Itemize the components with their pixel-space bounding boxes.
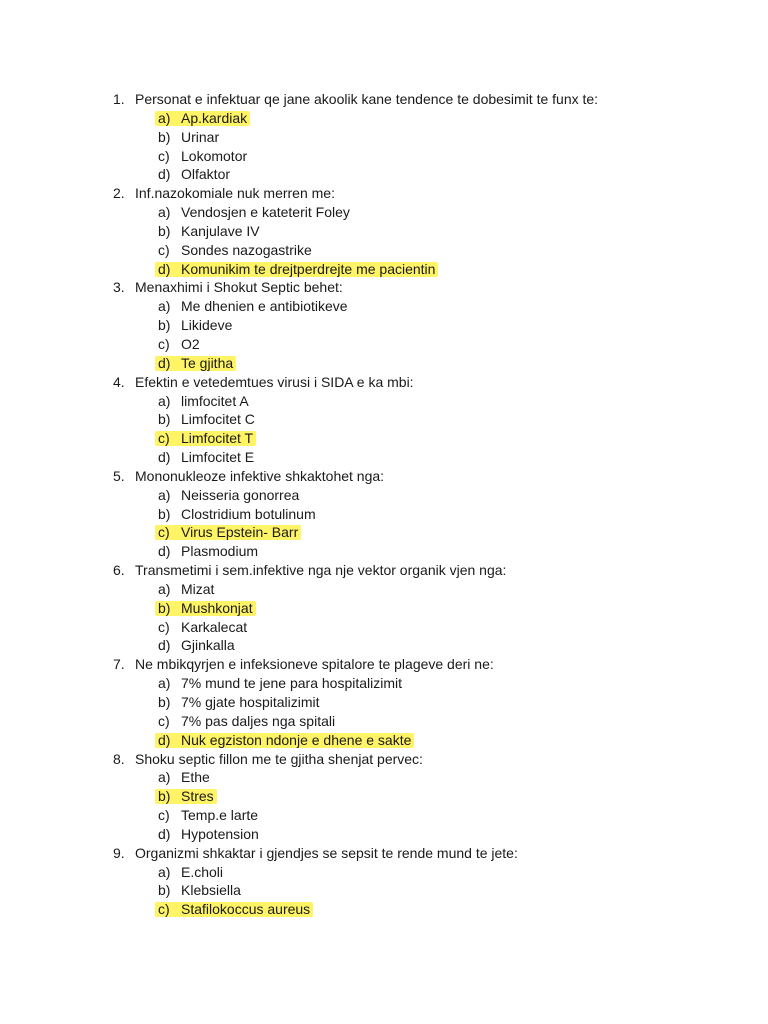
question-number: 4.	[113, 373, 125, 390]
option-text: Stres	[181, 788, 214, 805]
option-text: limfocitet A	[181, 392, 249, 409]
question-number: 7.	[113, 656, 125, 673]
option-text: Neisseria gonorrea	[181, 486, 300, 503]
answer-option	[0, 448, 768, 467]
answer-option	[0, 335, 768, 354]
answer-option	[0, 636, 768, 655]
option-text: Sondes nazogastrike	[181, 241, 312, 258]
answer-option	[0, 693, 768, 712]
question-text: Ne mbikqyrjen e infeksioneve spitalore te plageve deri ne:	[135, 656, 494, 673]
question-number: 1.	[113, 91, 125, 107]
option-letter: d)	[158, 825, 171, 842]
option-letter: a)	[158, 769, 171, 786]
option-text: Likideve	[181, 317, 233, 334]
question-1	[0, 90, 768, 109]
answer-option	[0, 316, 768, 335]
question-number: 8.	[113, 750, 125, 767]
option-text: Hypotension	[181, 825, 259, 842]
option-text: Klebsiella	[181, 882, 241, 899]
option-text: Karkalecat	[181, 618, 248, 635]
answer-option-highlighted	[0, 109, 768, 128]
question-7	[0, 655, 768, 674]
option-letter: b)	[158, 505, 171, 522]
answer-option	[0, 768, 768, 787]
question-text: Inf.nazokomiale nuk merren me:	[135, 185, 335, 202]
option-letter: c)	[158, 524, 170, 541]
option-letter: c)	[158, 147, 170, 164]
answer-option	[0, 505, 768, 524]
answer-option	[0, 165, 768, 184]
answer-option	[0, 222, 768, 241]
option-text: Temp.e larte	[181, 807, 259, 824]
option-text: Te gjitha	[181, 354, 234, 371]
option-text: Me dhenien e antibiotikeve	[181, 298, 348, 315]
option-letter: b)	[158, 222, 171, 239]
option-letter: b)	[158, 411, 171, 428]
question-text: Organizmi shkaktar i gjendjes se sepsit te rende mund te jete:	[135, 844, 518, 861]
question-number: 3.	[113, 279, 125, 296]
option-text: Ap.kardiak	[181, 109, 248, 126]
answer-option	[0, 825, 768, 844]
option-letter: c)	[158, 807, 170, 824]
option-letter: b)	[158, 882, 171, 899]
answer-option	[0, 674, 768, 693]
option-letter: d)	[158, 637, 171, 654]
answer-option-highlighted	[0, 599, 768, 618]
question-number: 5.	[113, 467, 125, 484]
answer-option	[0, 712, 768, 731]
answer-option	[0, 580, 768, 599]
option-letter: b)	[158, 599, 171, 616]
answer-option-highlighted	[0, 260, 768, 279]
option-letter: a)	[158, 298, 171, 315]
option-text: Gjinkalla	[181, 637, 235, 654]
question-number: 6.	[113, 562, 125, 579]
option-text: E.choli	[181, 863, 224, 880]
option-text: Urinar	[181, 128, 220, 145]
answer-option	[0, 147, 768, 166]
answer-option	[0, 806, 768, 825]
answer-option	[0, 410, 768, 429]
option-text: Vendosjen e kateterit Foley	[181, 204, 350, 221]
question-text: Efektin e vetedemtues virusi i SIDA e ka mbi:	[135, 373, 414, 390]
answer-option	[0, 392, 768, 411]
option-letter: d)	[158, 260, 171, 277]
option-text: Ethe	[181, 769, 210, 786]
option-text: Limfocitet E	[181, 449, 255, 466]
option-text: 7% pas daljes nga spitali	[181, 712, 336, 729]
answer-option	[0, 542, 768, 561]
option-letter: d)	[158, 354, 171, 371]
option-letter: a)	[158, 580, 171, 597]
option-letter: b)	[158, 788, 171, 805]
option-text: Olfaktor	[181, 166, 231, 183]
answer-option-highlighted	[0, 429, 768, 448]
answer-option	[0, 297, 768, 316]
option-letter: c)	[158, 335, 170, 352]
question-5	[0, 467, 768, 486]
answer-option-highlighted	[0, 354, 768, 373]
question-text: Menaxhimi i Shokut Septic behet:	[135, 279, 343, 296]
option-text: Limfocitet T	[181, 430, 254, 447]
option-letter: a)	[158, 675, 171, 692]
option-letter: d)	[158, 449, 171, 466]
question-3	[0, 278, 768, 297]
option-letter: c)	[158, 241, 170, 258]
option-letter: b)	[158, 694, 171, 710]
option-letter: c)	[158, 901, 170, 918]
option-text: Clostridium botulinum	[181, 505, 316, 522]
option-text: Mizat	[181, 580, 215, 597]
answer-option-highlighted	[0, 731, 768, 750]
question-number: 2.	[113, 185, 125, 202]
question-9	[0, 844, 768, 863]
option-text: Kanjulave IV	[181, 222, 260, 239]
option-letter: d)	[158, 166, 171, 183]
option-text: Virus Epstein- Barr	[181, 524, 299, 541]
answer-option	[0, 128, 768, 147]
option-letter: a)	[158, 863, 171, 880]
question-4	[0, 373, 768, 392]
answer-option	[0, 203, 768, 222]
option-letter: a)	[158, 204, 171, 221]
question-6	[0, 561, 768, 580]
answer-option	[0, 241, 768, 260]
document-page	[0, 90, 768, 919]
option-text: Komunikim te drejtperdrejte me pacientin	[181, 260, 436, 277]
question-text: Shoku septic fillon me te gjitha shenjat pervec:	[135, 750, 423, 767]
answer-option-highlighted	[0, 787, 768, 806]
answer-option-highlighted	[0, 523, 768, 542]
option-letter: a)	[158, 109, 171, 126]
option-letter: b)	[158, 317, 171, 334]
answer-option	[0, 863, 768, 882]
question-2	[0, 184, 768, 203]
question-text: Transmetimi i sem.infektive nga nje vektor organik vjen nga:	[135, 562, 507, 579]
answer-option-highlighted	[0, 900, 768, 919]
option-letter: c)	[158, 430, 170, 447]
option-letter: a)	[158, 392, 171, 409]
answer-option	[0, 881, 768, 900]
question-number: 9.	[113, 844, 125, 861]
option-text: Lokomotor	[181, 147, 248, 164]
answer-option	[0, 486, 768, 505]
option-text: Stafilokoccus aureus	[181, 901, 311, 918]
option-text: Plasmodium	[181, 543, 259, 560]
option-letter: d)	[158, 543, 171, 560]
question-text: Mononukleoze infektive shkaktohet nga:	[135, 467, 385, 484]
option-letter: d)	[158, 731, 171, 748]
answer-option	[0, 618, 768, 637]
option-letter: b)	[158, 128, 171, 145]
option-text: O2	[181, 335, 200, 352]
option-text: 7% gjate hospitalizimit	[181, 694, 320, 710]
option-letter: a)	[158, 486, 171, 503]
option-letter: c)	[158, 618, 170, 635]
option-text: Nuk egziston ndonje e dhene e sakte	[181, 731, 412, 748]
option-text: 7% mund te jene para hospitalizimit	[181, 675, 403, 692]
option-text: Mushkonjat	[181, 599, 253, 616]
question-8	[0, 750, 768, 769]
option-text: Limfocitet C	[181, 411, 255, 428]
option-letter: c)	[158, 712, 170, 729]
question-text: Personat e infektuar qe jane akoolik kane tendence te dobesimit te funx te:	[135, 91, 599, 107]
